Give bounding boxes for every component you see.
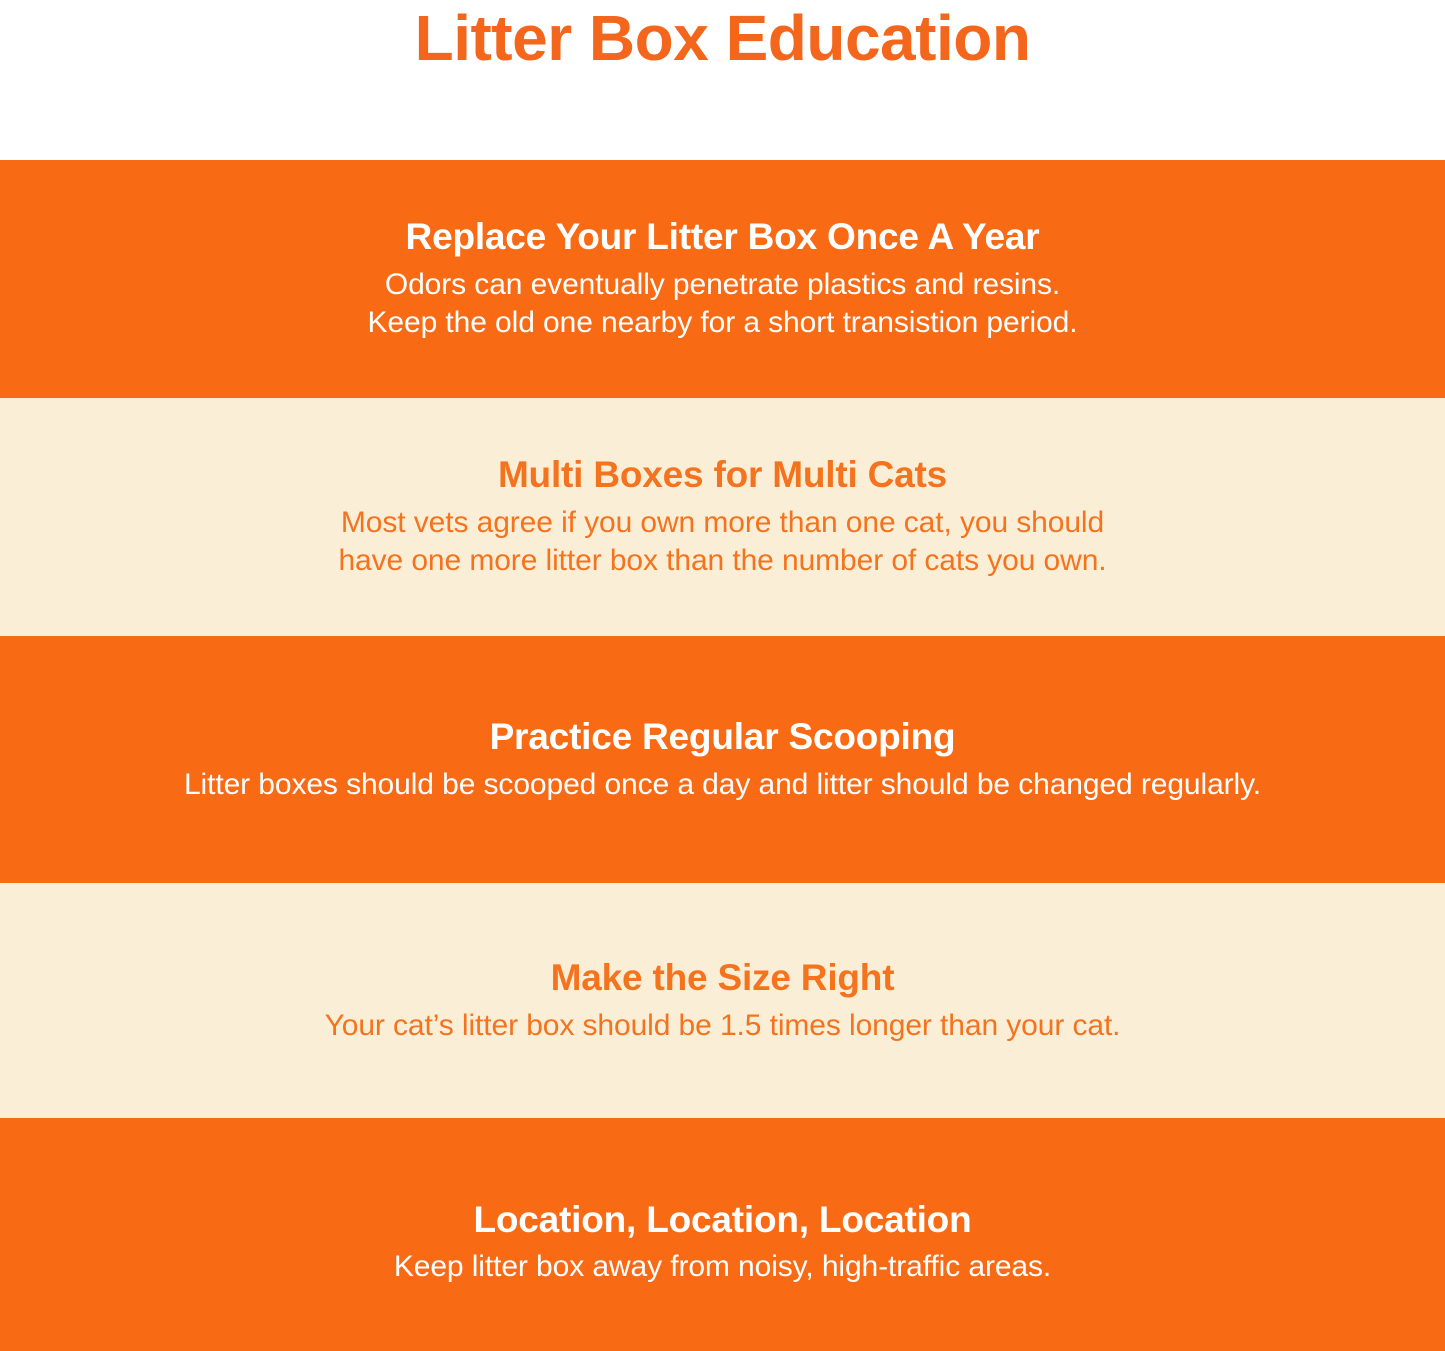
section-body-line: Keep the old one nearby for a short transistion period. bbox=[367, 306, 1078, 340]
section-title: Make the Size Right bbox=[550, 957, 895, 999]
section-body-line: Keep litter box away from noisy, high-traffic areas. bbox=[393, 1250, 1052, 1284]
section-title: Location, Location, Location bbox=[473, 1199, 972, 1240]
page-header bbox=[0, 0, 1445, 160]
section-body-line: Most vets agree if you own more than one cat, you should bbox=[340, 505, 1105, 539]
section-body-line: Odors can eventually penetrate plastics and resins. bbox=[384, 267, 1061, 301]
section-title: Replace Your Litter Box Once A Year bbox=[405, 216, 1040, 258]
section-body-line: Your cat’s litter box should be 1.5 times longer than your cat. bbox=[324, 1008, 1121, 1042]
section-title: Practice Regular Scooping bbox=[489, 716, 956, 758]
section-replace-litter-box bbox=[0, 160, 1445, 398]
section-multi-boxes bbox=[0, 398, 1445, 636]
section-regular-scooping bbox=[0, 636, 1445, 883]
section-body-line: have one more litter box than the number of cats you own. bbox=[338, 544, 1107, 578]
section-size-right bbox=[0, 883, 1445, 1118]
section-location bbox=[0, 1118, 1445, 1351]
section-title: Multi Boxes for Multi Cats bbox=[497, 454, 948, 496]
page-title: Litter Box Education bbox=[414, 2, 1031, 74]
section-body-line: Litter boxes should be scooped once a day and litter should be changed regularly. bbox=[183, 767, 1262, 801]
